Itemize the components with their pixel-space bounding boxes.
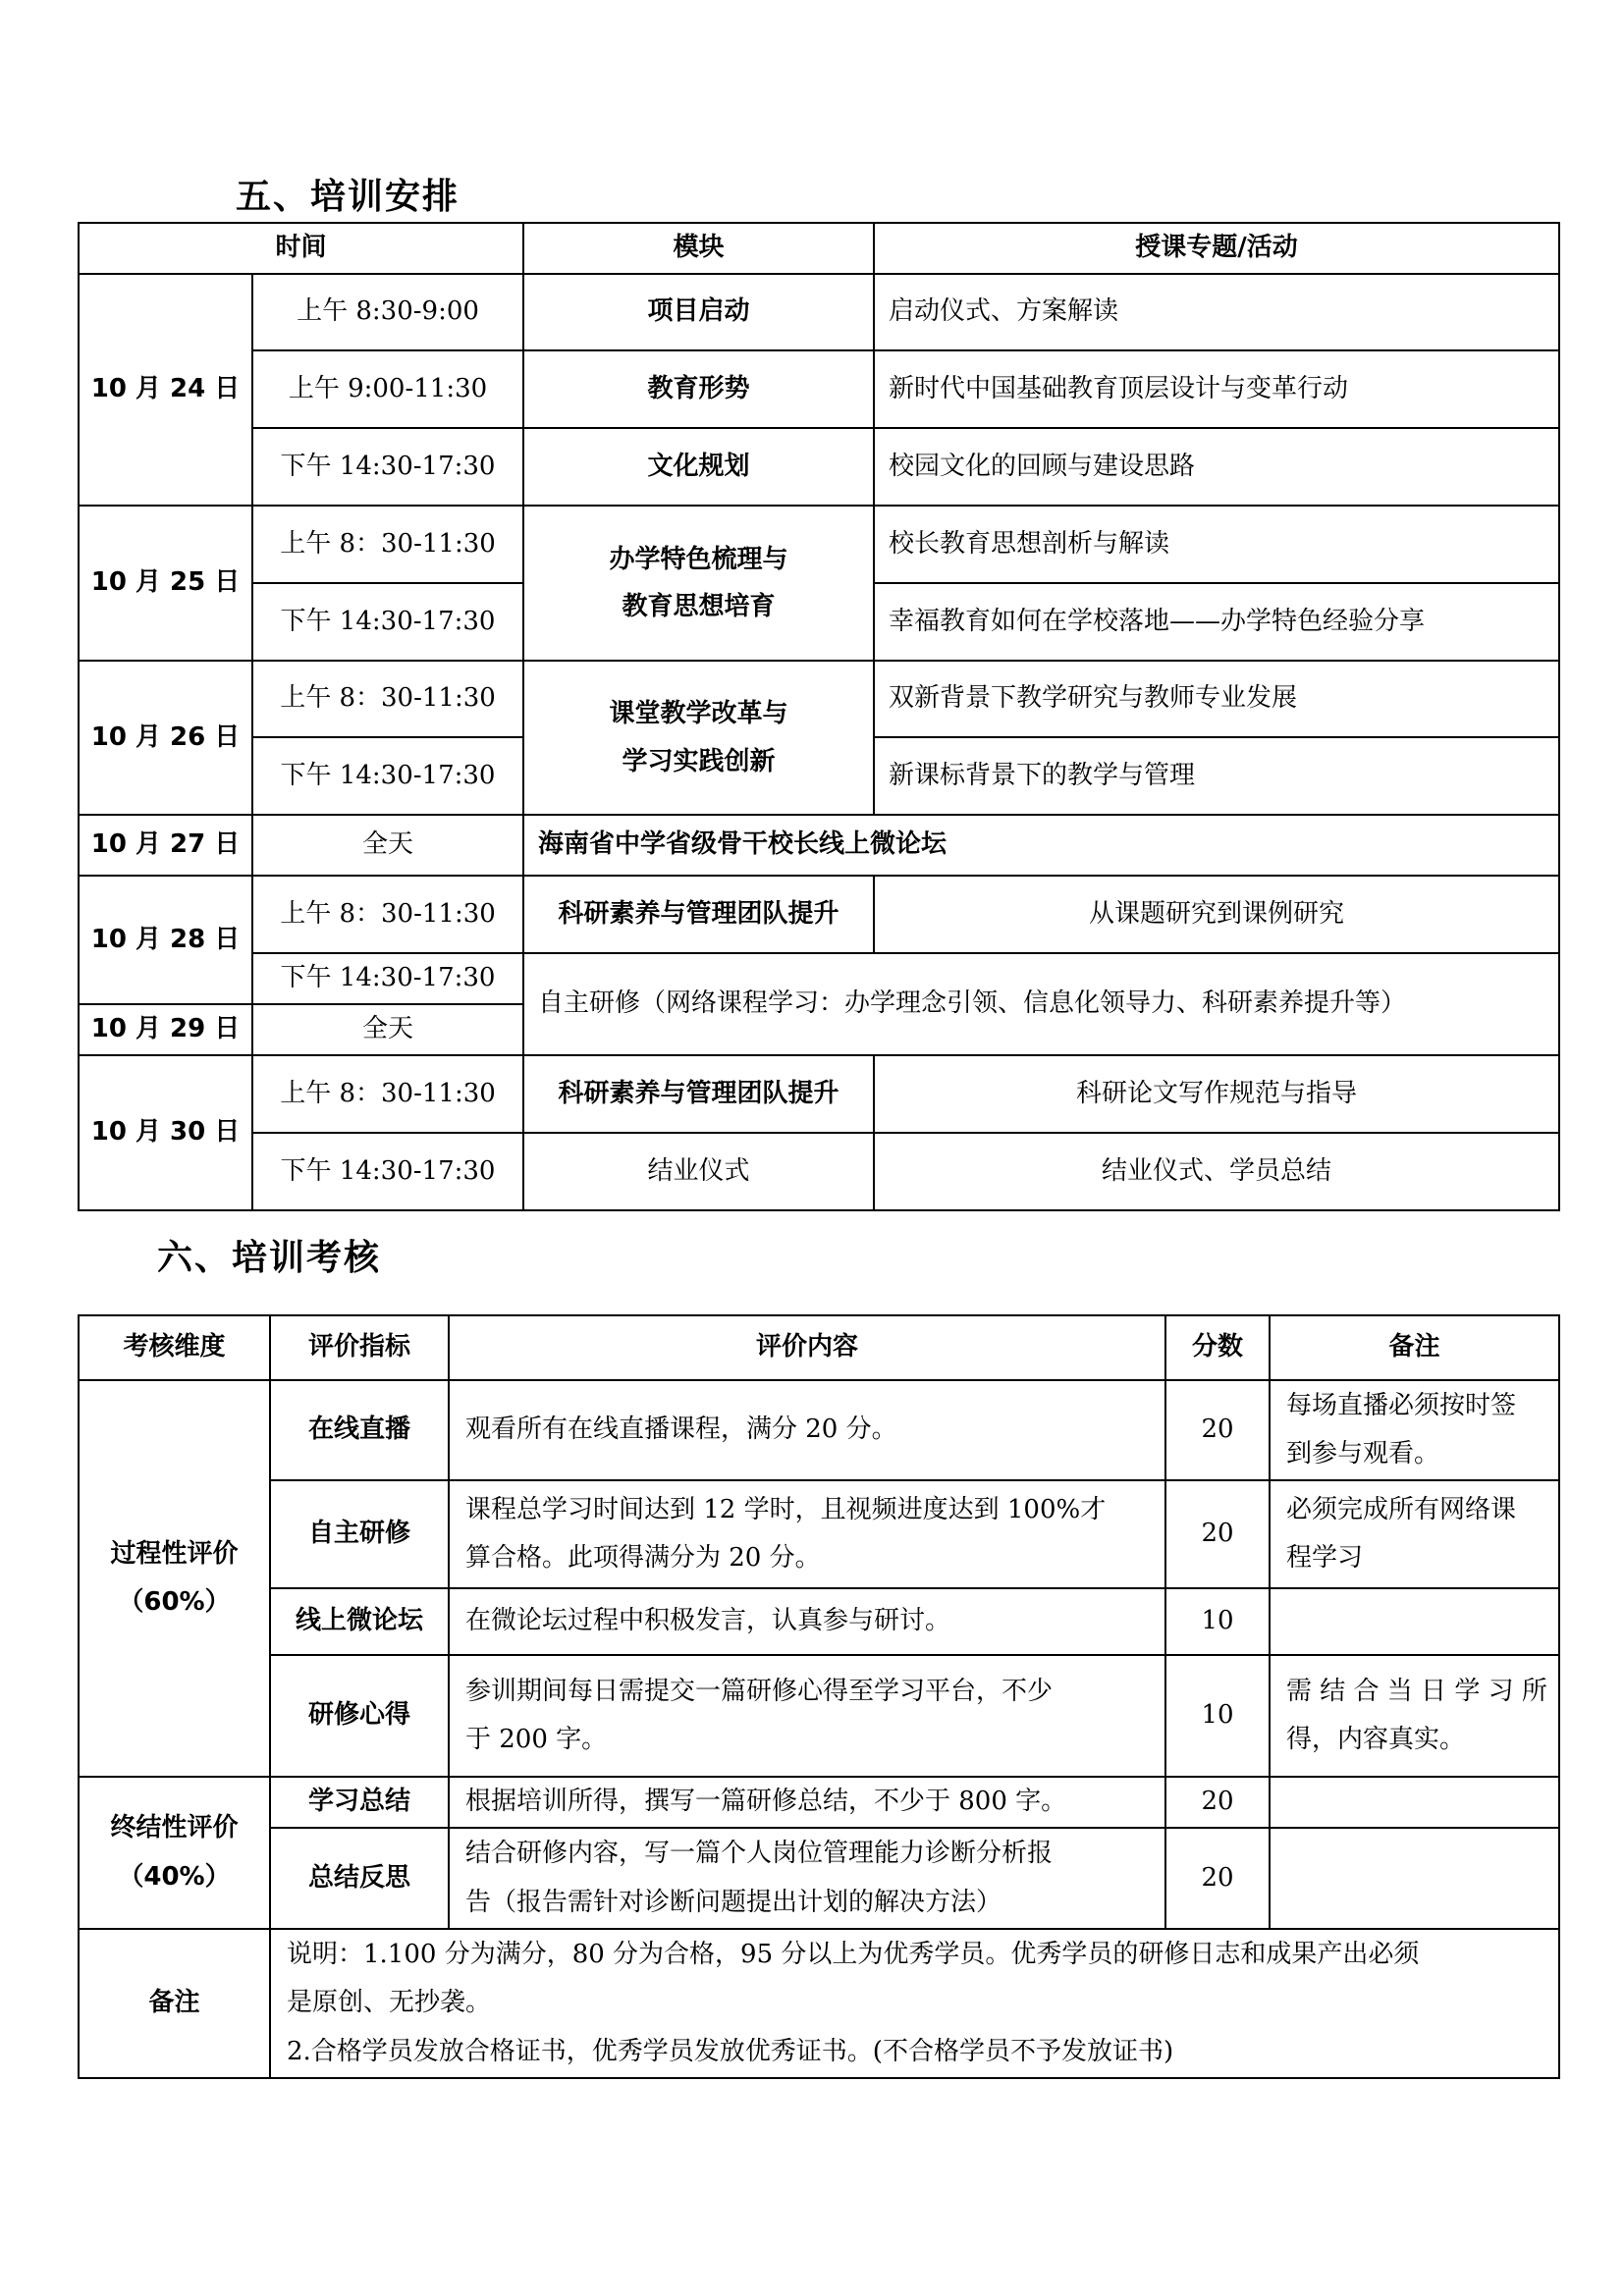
- indicator-cell: 在线直播: [270, 1380, 449, 1480]
- topic-cell: 新课标背景下的教学与管理: [874, 737, 1559, 815]
- assessment-row: [79, 1480, 1559, 1588]
- module-cell: 结业仪式: [523, 1133, 874, 1210]
- note-line: 得，内容真实。: [1286, 1725, 1466, 1754]
- remark-row: [79, 1929, 1559, 2078]
- note-cell: [1270, 1380, 1559, 1480]
- module-cell: 科研素养与管理团队提升: [523, 1055, 874, 1133]
- score-cell: 20: [1165, 1777, 1270, 1828]
- assessment-row: [79, 1380, 1559, 1480]
- topic-cell: 校园文化的回顾与建设思路: [874, 428, 1559, 506]
- module-line: 学习实践创新: [622, 746, 776, 776]
- time-cell: 下午 14:30-17:30: [252, 737, 523, 815]
- time-cell: 上午 8:30-9:00: [252, 274, 523, 350]
- note-cell: [1270, 1588, 1559, 1655]
- content-cell: [449, 1828, 1165, 1929]
- dimension-cell: [79, 1777, 270, 1929]
- schedule-row: [79, 506, 1559, 583]
- remark-line: 说明：1.100 分为满分，80 分为合格，95 分以上为优秀学员。优秀学员的研修日志和成果产出必须: [287, 1939, 1420, 1969]
- module-line: 课堂教学改革与: [609, 699, 788, 729]
- time-cell: 下午 14:30-17:30: [252, 1133, 523, 1210]
- schedule-row: [79, 876, 1559, 953]
- date-cell: 10 月 24 日: [79, 274, 252, 506]
- topic-cell: 从课题研究到课例研究: [874, 876, 1559, 953]
- date-cell: 10 月 29 日: [79, 1004, 252, 1055]
- indicator-cell: 自主研修: [270, 1480, 449, 1588]
- content-line: 告（报告需针对诊断问题提出计划的解决方法）: [465, 1887, 1002, 1917]
- topic-cell: 启动仪式、方案解读: [874, 274, 1559, 350]
- score-cell: 10: [1165, 1655, 1270, 1777]
- content-cell: [449, 1480, 1165, 1588]
- remark-label: 备注: [79, 1929, 270, 2078]
- topic-cell: 结业仪式、学员总结: [874, 1133, 1559, 1210]
- date-cell: 10 月 28 日: [79, 876, 252, 1004]
- date-cell: 10 月 30 日: [79, 1055, 252, 1210]
- content-line: 参训期间每日需提交一篇研修心得至学习平台，不少: [465, 1676, 1054, 1706]
- header-module: 模块: [523, 223, 874, 274]
- schedule-row: [79, 1055, 1559, 1133]
- content-cell: 在微论坛过程中积极发言，认真参与研讨。: [449, 1588, 1165, 1655]
- remark-line: 是原创、无抄袭。: [287, 1988, 492, 2018]
- topic-cell: 科研论文写作规范与指导: [874, 1055, 1559, 1133]
- note-cell: [1270, 1777, 1559, 1828]
- header-topic: 授课专题/活动: [874, 223, 1559, 274]
- indicator-cell: 研修心得: [270, 1655, 449, 1777]
- remark-content: [270, 1929, 1559, 2078]
- module-cell: 科研素养与管理团队提升: [523, 876, 874, 953]
- time-cell: 下午 14:30-17:30: [252, 428, 523, 506]
- assessment-row: [79, 1588, 1559, 1655]
- score-cell: 20: [1165, 1828, 1270, 1929]
- topic-cell: 校长教育思想剖析与解读: [874, 506, 1559, 583]
- content-line: 结合研修内容，写一篇个人岗位管理能力诊断分析报: [465, 1839, 1054, 1869]
- date-cell: 10 月 27 日: [79, 815, 252, 876]
- schedule-row: [79, 815, 1559, 876]
- topic-cell: 新时代中国基础教育顶层设计与变革行动: [874, 350, 1559, 428]
- note-line: 到参与观看。: [1286, 1439, 1440, 1468]
- indicator-cell: 线上微论坛: [270, 1588, 449, 1655]
- time-cell: 上午 9:00-11:30: [252, 350, 523, 428]
- content-line: 课程总学习时间达到 12 学时，且视频进度达到 100%才: [465, 1494, 1107, 1524]
- content-cell: [449, 1655, 1165, 1777]
- assessment-row: [79, 1828, 1559, 1929]
- date-cell: 10 月 25 日: [79, 506, 252, 661]
- time-cell: 上午 8：30-11:30: [252, 661, 523, 737]
- activity-cell: 海南省中学省级骨干校长线上微论坛: [523, 815, 1559, 876]
- header-content: 评价内容: [449, 1315, 1165, 1380]
- topic-cell: 幸福教育如何在学校落地——办学特色经验分享: [874, 583, 1559, 661]
- score-cell: 20: [1165, 1380, 1270, 1480]
- assessment-row: [79, 1777, 1559, 1828]
- schedule-row: [79, 661, 1559, 737]
- assessment-header-row: [79, 1315, 1559, 1380]
- module-cell: 项目启动: [523, 274, 874, 350]
- note-cell: [1270, 1828, 1559, 1929]
- dimension-line: 过程性评价: [110, 1538, 239, 1569]
- module-cell: [523, 661, 874, 815]
- schedule-row: [79, 350, 1559, 428]
- section-six-title: 六、培训考核: [157, 1238, 382, 1278]
- schedule-row: [79, 274, 1559, 350]
- dimension-line: （60%）: [118, 1587, 231, 1617]
- section-five-title: 五、培训安排: [236, 177, 460, 217]
- note-line: 必须完成所有网络课: [1286, 1494, 1517, 1524]
- activity-cell: 自主研修（网络课程学习：办学理念引领、信息化领导力、科研素养提升等）: [523, 953, 1559, 1055]
- content-line: 于 200 字。: [465, 1725, 608, 1754]
- time-cell: 全天: [252, 815, 523, 876]
- note-cell: [1270, 1655, 1559, 1777]
- note-line: 需 结 合 当 日 学 习 所: [1286, 1676, 1547, 1706]
- dimension-line: （40%）: [118, 1861, 231, 1892]
- indicator-cell: 总结反思: [270, 1828, 449, 1929]
- note-line: 程学习: [1286, 1543, 1364, 1573]
- topic-cell: 双新背景下教学研究与教师专业发展: [874, 661, 1559, 737]
- score-cell: 10: [1165, 1588, 1270, 1655]
- module-cell: 教育形势: [523, 350, 874, 428]
- module-cell: [523, 506, 874, 661]
- time-cell: 上午 8：30-11:30: [252, 876, 523, 953]
- remark-line: 2.合格学员发放合格证书，优秀学员发放优秀证书。(不合格学员不予发放证书): [287, 2036, 1174, 2066]
- content-cell: 观看所有在线直播课程，满分 20 分。: [449, 1380, 1165, 1480]
- module-line: 办学特色梳理与: [609, 544, 788, 574]
- training-schedule-table: [78, 222, 1560, 1211]
- time-cell: 下午 14:30-17:30: [252, 953, 523, 1004]
- header-score: 分数: [1165, 1315, 1270, 1380]
- time-cell: 下午 14:30-17:30: [252, 583, 523, 661]
- header-time: 时间: [79, 223, 523, 274]
- content-line: 算合格。此项得满分为 20 分。: [465, 1543, 821, 1573]
- dimension-line: 终结性评价: [110, 1813, 239, 1843]
- schedule-header-row: [79, 223, 1559, 274]
- module-cell: 文化规划: [523, 428, 874, 506]
- header-note: 备注: [1270, 1315, 1559, 1380]
- assessment-table: [78, 1314, 1560, 2079]
- score-cell: 20: [1165, 1480, 1270, 1588]
- note-line: 每场直播必须按时签: [1286, 1390, 1517, 1420]
- time-cell: 上午 8：30-11:30: [252, 506, 523, 583]
- note-cell: [1270, 1480, 1559, 1588]
- time-cell: 全天: [252, 1004, 523, 1055]
- schedule-row: [79, 1133, 1559, 1210]
- header-dimension: 考核维度: [79, 1315, 270, 1380]
- time-cell: 上午 8：30-11:30: [252, 1055, 523, 1133]
- indicator-cell: 学习总结: [270, 1777, 449, 1828]
- assessment-row: [79, 1655, 1559, 1777]
- content-cell: 根据培训所得，撰写一篇研修总结，不少于 800 字。: [449, 1777, 1165, 1828]
- module-line: 教育思想培育: [622, 592, 776, 621]
- schedule-row: [79, 428, 1559, 506]
- date-cell: 10 月 26 日: [79, 661, 252, 815]
- header-indicator: 评价指标: [270, 1315, 449, 1380]
- dimension-cell: [79, 1380, 270, 1777]
- schedule-row: [79, 953, 1559, 1004]
